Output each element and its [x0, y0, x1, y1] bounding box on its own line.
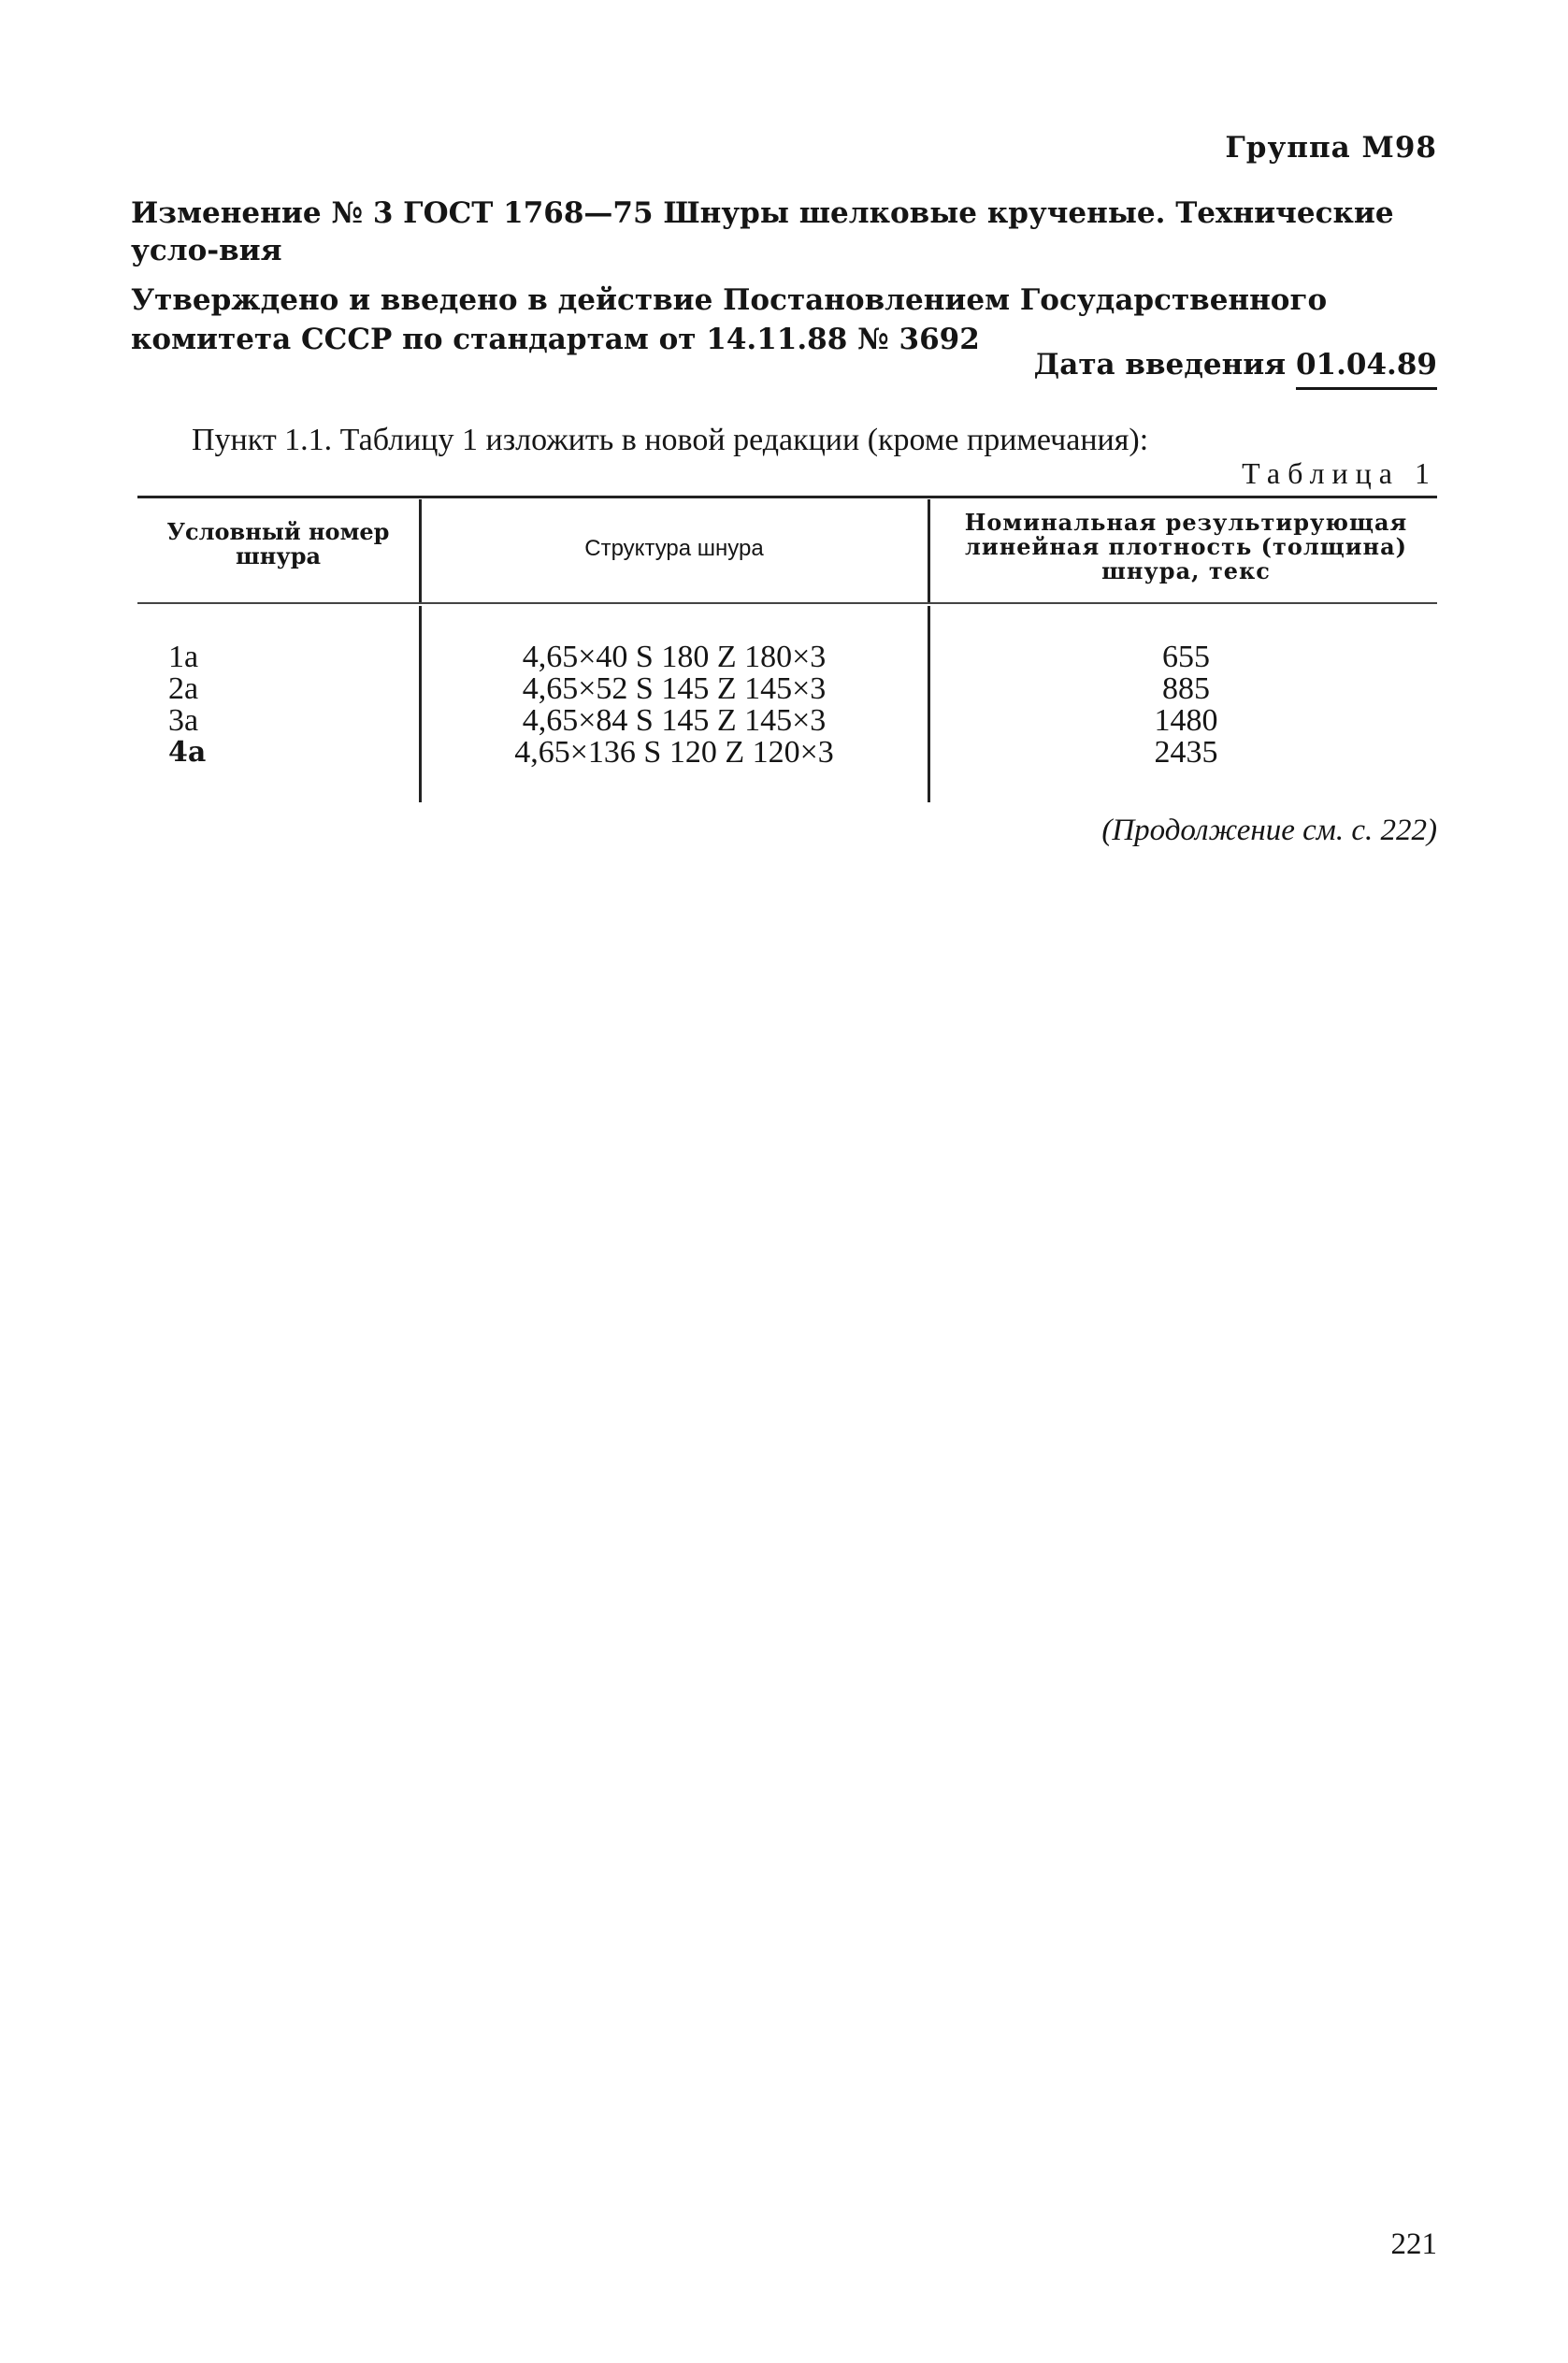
header-cord-number: Условный номер шнура: [166, 518, 390, 569]
effective-date: [1034, 348, 1437, 390]
column-cord-structure: [423, 641, 926, 769]
table-column-divider: [419, 499, 422, 602]
header-linear-density: Номинальная результирующая линейная плотность (толщина) шнура, текс: [964, 509, 1408, 584]
table-cell: 4,65×136 S 120 Z 120×3: [514, 735, 834, 770]
table-column-divider: [419, 606, 422, 802]
table-cell: 1480: [1154, 703, 1218, 738]
column-linear-density: [931, 641, 1441, 769]
table-cell: 2а: [168, 671, 199, 706]
table-label: Таблица 1: [1242, 456, 1437, 490]
table-cell: 4,65×84 S 145 Z 145×3: [522, 703, 827, 738]
table-cell: 885: [1162, 671, 1210, 706]
column-cord-number: [168, 641, 281, 769]
header-cord-structure: Структура шнура: [584, 536, 764, 561]
table-column-divider: [928, 606, 930, 802]
table-top-rule: [137, 496, 1437, 498]
table-cell: 4а: [168, 736, 207, 769]
amendment-title: Изменение № 3 ГОСТ 1768—75 Шнуры шелковые крученые. Технические усло-вия: [131, 196, 1394, 267]
effective-date-value: 01.04.89: [1296, 348, 1437, 390]
continuation-note: (Продолжение см. с. 222): [1101, 814, 1437, 847]
table-cell: 4,65×40 S 180 Z 180×3: [522, 640, 827, 674]
intro-paragraph: Пункт 1.1. Таблицу 1 изложить в новой редакции (кроме примечания):: [192, 423, 1149, 457]
group-code: Группа М98: [1225, 131, 1437, 165]
table-cell: 4,65×52 S 145 Z 145×3: [522, 671, 827, 706]
table-header-rule: [137, 602, 1437, 604]
table-cell: 3а: [168, 703, 199, 738]
table-cell: 2435: [1154, 735, 1218, 770]
table-cell: 655: [1162, 640, 1210, 674]
table-column-divider: [928, 499, 930, 602]
page-number: 221: [1390, 2227, 1437, 2261]
effective-date-label: Дата введения: [1033, 348, 1287, 382]
approval-statement: Утверждено и введено в действие Постановлением Государственного комитета СССР по стандартам от 14.11.88 № 3692: [131, 283, 1328, 356]
table-cell: 1а: [168, 640, 199, 674]
